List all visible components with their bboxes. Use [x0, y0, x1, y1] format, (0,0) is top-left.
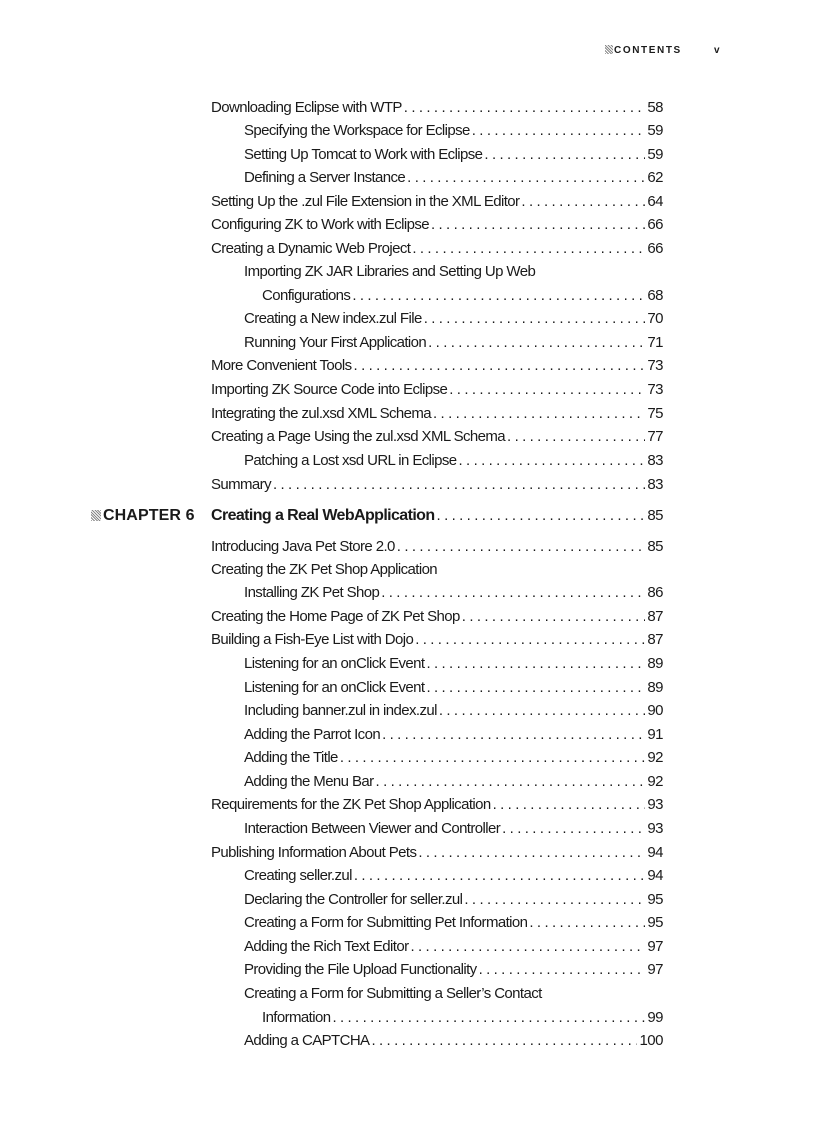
toc-entry[interactable]: Importing ZK JAR Libraries and Setting Up Web — [244, 263, 536, 280]
running-head-label: CONTENTS — [605, 43, 682, 59]
toc-entry[interactable]: Including banner.zul in index.zul . . . 90 — [244, 700, 663, 722]
chapter-title: Creating a Real WebApplication — [211, 507, 435, 524]
page-number: 92 — [647, 773, 663, 790]
toc-entry[interactable]: Creating a Form for Submitting Pet Information . . . 95 — [244, 912, 663, 934]
dot-leader — [382, 724, 645, 746]
toc-entry[interactable]: Adding the Title . . . 92 — [244, 747, 663, 769]
toc-entry[interactable]: Publishing Information About Pets . . . 94 — [211, 842, 663, 864]
page-number: 97 — [647, 938, 663, 955]
dot-leader — [352, 285, 645, 307]
dot-leader — [493, 794, 646, 816]
dot-leader — [412, 238, 645, 260]
dot-leader — [354, 355, 646, 377]
running-head — [0, 43, 816, 59]
page-number: 77 — [647, 428, 663, 445]
dot-leader — [381, 582, 645, 604]
page-number: 66 — [647, 240, 663, 257]
toc-entry[interactable]: Summary . . . 83 — [211, 474, 663, 496]
running-head-page-number: v — [714, 45, 720, 56]
toc-entry[interactable]: Adding a CAPTCHA . . . 100 — [244, 1030, 663, 1052]
dot-leader — [521, 191, 645, 213]
page-number: 99 — [647, 1009, 663, 1026]
dot-leader — [437, 504, 646, 528]
toc-entry[interactable]: Introducing Java Pet Store 2.0 . . . 85 — [211, 536, 663, 558]
page-number: 89 — [647, 655, 663, 672]
dot-leader — [431, 214, 645, 236]
dot-leader — [424, 308, 646, 330]
toc-entry[interactable]: Setting Up the .zul File Extension in the XML Editor . . . 64 — [211, 191, 663, 213]
dot-leader — [404, 97, 646, 119]
page-number: 94 — [647, 867, 663, 884]
toc-entry[interactable]: Creating a Form for Submitting a Seller’s Contact — [244, 985, 542, 1002]
toc-entry[interactable]: Running Your First Application . . . 71 — [244, 332, 663, 354]
toc-entry[interactable]: Defining a Server Instance . . . 62 — [244, 167, 663, 189]
dot-leader — [340, 747, 646, 769]
page-number: 75 — [647, 405, 663, 422]
dot-leader — [397, 536, 646, 558]
page-number: 70 — [647, 310, 663, 327]
dot-leader — [529, 912, 645, 934]
toc-entry[interactable]: Creating a New index.zul File . . . 70 — [244, 308, 663, 330]
toc-entry-continuation[interactable]: Information . . . 99 — [262, 1007, 663, 1029]
toc-entry[interactable]: More Convenient Tools . . . 73 — [211, 355, 663, 377]
chapter-marker-icon — [91, 510, 101, 521]
dot-leader — [332, 1007, 645, 1029]
toc-entry[interactable]: Building a Fish-Eye List with Dojo . . . 87 — [211, 629, 663, 651]
toc-entry[interactable]: Declaring the Controller for seller.zul . . . 95 — [244, 889, 663, 911]
dot-leader — [459, 450, 646, 472]
page-number: 95 — [647, 891, 663, 908]
toc-entry[interactable]: Providing the File Upload Functionality . . . 97 — [244, 959, 663, 981]
page-number: 90 — [647, 702, 663, 719]
page-number: 71 — [647, 334, 663, 351]
toc-entry[interactable]: Specifying the Workspace for Eclipse . . . 59 — [244, 120, 663, 142]
toc-entry[interactable]: Setting Up Tomcat to Work with Eclipse . . . 59 — [244, 144, 663, 166]
toc-entry[interactable]: Creating seller.zul . . . 94 — [244, 865, 663, 887]
toc-entry[interactable]: Importing ZK Source Code into Eclipse . . . 73 — [211, 379, 663, 401]
page-number: 66 — [647, 216, 663, 233]
page-number: 93 — [647, 796, 663, 813]
toc-entry[interactable]: Patching a Lost xsd URL in Eclipse . . . 83 — [244, 450, 663, 472]
toc-entry[interactable]: Adding the Menu Bar . . . 92 — [244, 771, 663, 793]
toc-entry[interactable]: Installing ZK Pet Shop . . . 86 — [244, 582, 663, 604]
page-number: 95 — [647, 914, 663, 931]
page-number: 62 — [647, 169, 663, 186]
toc-entry[interactable]: Adding the Parrot Icon . . . 91 — [244, 724, 663, 746]
dot-leader — [376, 771, 646, 793]
dot-leader — [433, 403, 645, 425]
dot-leader — [426, 653, 645, 675]
page-number: 87 — [647, 608, 663, 625]
page-number: 64 — [647, 193, 663, 210]
toc-entry-continuation[interactable]: Configurations . . . 68 — [262, 285, 663, 307]
page-number: 85 — [647, 507, 663, 524]
toc-entry[interactable]: Adding the Rich Text Editor . . . 97 — [244, 936, 663, 958]
dot-leader — [479, 959, 646, 981]
dot-leader — [410, 936, 645, 958]
chapter-heading[interactable] — [91, 504, 663, 528]
chapter-label: CHAPTER 6 — [91, 504, 211, 528]
dot-leader — [439, 700, 645, 722]
toc-entry[interactable]: Creating a Page Using the zul.xsd XML Schema . . . 77 — [211, 426, 663, 448]
toc-entry[interactable]: Integrating the zul.xsd XML Schema . . . 75 — [211, 403, 663, 425]
dot-leader — [371, 1030, 637, 1052]
toc-entry[interactable]: Listening for an onClick Event . . . 89 — [244, 653, 663, 675]
dot-leader — [273, 474, 645, 496]
dot-leader — [449, 379, 645, 401]
page-number: 85 — [647, 538, 663, 555]
page-number: 89 — [647, 679, 663, 696]
section-marker-icon — [605, 45, 613, 54]
toc-entry[interactable]: Listening for an onClick Event . . . 89 — [244, 677, 663, 699]
page-number: 91 — [647, 726, 663, 743]
toc-entry[interactable]: Creating the ZK Pet Shop Application — [211, 561, 438, 578]
page-number: 93 — [647, 820, 663, 837]
page-number: 59 — [647, 122, 663, 139]
dot-leader — [428, 332, 645, 354]
toc-entry[interactable]: Interaction Between Viewer and Controller . . . 93 — [244, 818, 663, 840]
page-number: 58 — [647, 99, 663, 116]
toc-entry[interactable]: Downloading Eclipse with WTP . . . 58 — [211, 97, 663, 119]
page-number: 86 — [647, 584, 663, 601]
page-number: 87 — [647, 631, 663, 648]
dot-leader — [472, 120, 646, 142]
toc-entry[interactable]: Creating the Home Page of ZK Pet Shop . . . 87 — [211, 606, 663, 628]
page-number: 83 — [647, 452, 663, 469]
page-number: 100 — [639, 1032, 663, 1049]
page-number: 59 — [647, 146, 663, 163]
dot-leader — [354, 865, 645, 887]
page-number: 73 — [647, 357, 663, 374]
dot-leader — [507, 426, 645, 448]
page-number: 68 — [647, 287, 663, 304]
page-number: 97 — [647, 961, 663, 978]
toc-entry[interactable]: Requirements for the ZK Pet Shop Application . . . 93 — [211, 794, 663, 816]
dot-leader — [484, 144, 645, 166]
dot-leader — [462, 606, 646, 628]
page-number: 83 — [647, 476, 663, 493]
dot-leader — [502, 818, 645, 840]
toc-entry[interactable]: Configuring ZK to Work with Eclipse . . . 66 — [211, 214, 663, 236]
page-number: 92 — [647, 749, 663, 766]
dot-leader — [464, 889, 645, 911]
dot-leader — [426, 677, 645, 699]
toc-entry[interactable]: Creating a Dynamic Web Project . . . 66 — [211, 238, 663, 260]
dot-leader — [415, 629, 645, 651]
page-number: 94 — [647, 844, 663, 861]
dot-leader — [418, 842, 645, 864]
page-number: 73 — [647, 381, 663, 398]
dot-leader — [407, 167, 645, 189]
